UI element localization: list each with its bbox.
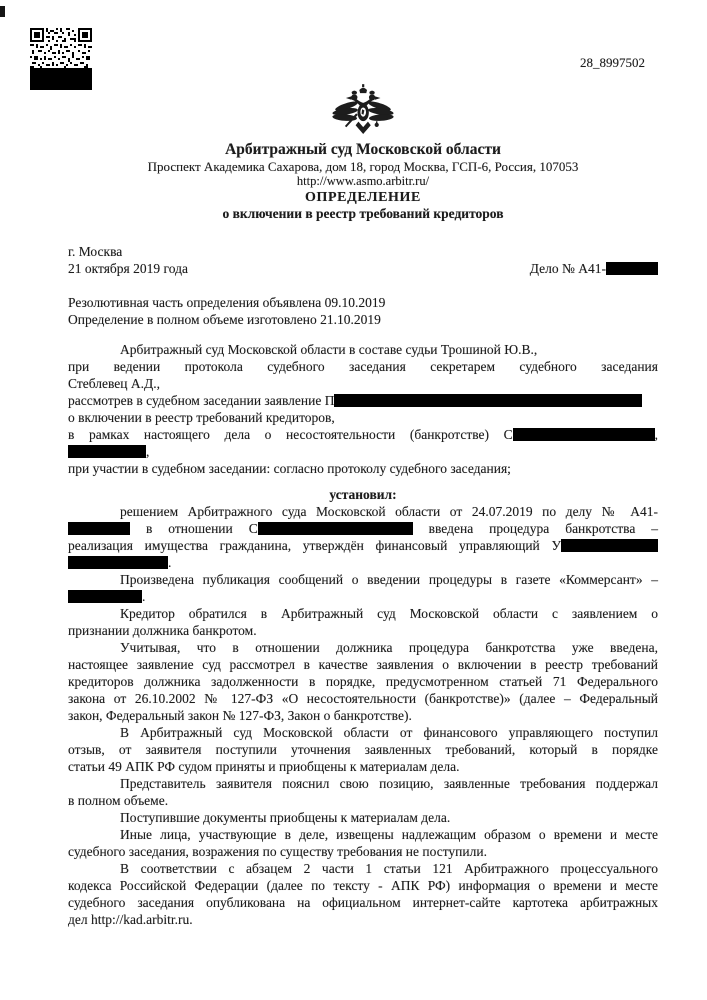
document-line bbox=[68, 826, 658, 843]
document-line bbox=[68, 622, 658, 639]
document-line bbox=[68, 877, 658, 894]
date-case-row bbox=[68, 260, 658, 277]
qr-code-icon bbox=[30, 28, 92, 90]
document-line bbox=[68, 707, 658, 724]
text-segment: при ведении протокола судебного заседания секретарем судебного заседания bbox=[68, 359, 658, 374]
resolution-announced-line: Резолютивная часть определения объявлена 09.10.2019 bbox=[68, 295, 386, 310]
document-line bbox=[68, 775, 658, 792]
case-number-redaction-bar bbox=[606, 262, 658, 275]
text-segment: Произведена публикация сообщений о введении процедуры в газете «Коммерсант» – bbox=[120, 572, 658, 587]
text-segment: кодекса Российской Федерации (далее по тексту - АПК РФ) информация о времени и месте bbox=[68, 878, 658, 893]
document-line bbox=[68, 656, 658, 673]
document-line bbox=[68, 843, 658, 860]
text-segment: в рамках настоящего дела о несостоятельности (банкротстве) С bbox=[68, 427, 513, 442]
court-name: Арбитражный суд Московской области bbox=[225, 141, 501, 158]
case-number-prefix: Дело № А41- bbox=[529, 261, 606, 276]
redaction-bar bbox=[561, 539, 658, 552]
document-body bbox=[68, 341, 658, 928]
redaction-bar bbox=[334, 394, 642, 407]
document-subtitle: о включении в реестр требований кредиторов bbox=[222, 206, 504, 221]
text-segment: реализация имущества гражданина, утверждён финансовый управляющий У bbox=[68, 538, 561, 553]
text-segment: Иные лица, участвующие в деле, извещены надлежащим образом о времени и месте bbox=[120, 827, 658, 842]
text-segment: введена процедура банкротства – bbox=[412, 521, 658, 536]
document-line bbox=[68, 520, 658, 537]
document-line bbox=[68, 741, 658, 758]
redaction-bar bbox=[68, 522, 130, 535]
document-line bbox=[68, 409, 658, 426]
text-segment: . bbox=[142, 589, 146, 604]
coat-of-arms-icon bbox=[331, 84, 395, 141]
text-segment: рассмотрев в судебном заседании заявление П bbox=[68, 393, 335, 408]
text-segment: судебного заседания, возражения по существу требования не поступили. bbox=[68, 844, 487, 859]
document-line bbox=[68, 724, 658, 741]
document-line bbox=[68, 375, 658, 392]
document-line bbox=[68, 758, 658, 775]
scan-artifact-mark bbox=[0, 6, 5, 17]
document-line bbox=[68, 392, 658, 409]
spacer bbox=[68, 277, 658, 294]
text-segment: настоящее заявление суд рассмотрел в качестве заявления о включении в реестр требований bbox=[68, 657, 658, 672]
court-website: http://www.asmo.arbitr.ru/ bbox=[296, 174, 430, 188]
text-segment: признании должника банкротом. bbox=[68, 623, 257, 638]
text-segment: В Арбитражный суд Московской области от финансового управляющего поступил bbox=[120, 725, 658, 740]
text-segment: отзыв, от заявителя поступили уточнения заявленных требований, который в порядке bbox=[68, 742, 658, 757]
city-line: г. Москва bbox=[68, 244, 123, 259]
redaction-bar bbox=[68, 445, 146, 458]
text-segment: , bbox=[654, 427, 658, 442]
document-line bbox=[68, 809, 658, 826]
document-line bbox=[68, 443, 658, 460]
document-line bbox=[68, 537, 658, 554]
ustanovil-heading: установил: bbox=[329, 487, 397, 502]
document-line bbox=[68, 894, 658, 911]
text-segment: Арбитражный суд Московской области в составе судьи Трошиной Ю.В., bbox=[120, 342, 538, 357]
document-line bbox=[68, 426, 658, 443]
document-line bbox=[68, 571, 658, 588]
text-segment: закон, Федеральный закон № 127-ФЗ, Закон о банкротстве). bbox=[68, 708, 412, 723]
text-segment: кредиторов должника задолженности в порядке, предусмотренном статьей 71 Федерального bbox=[68, 674, 658, 689]
text-segment: Стеблевец А.Д., bbox=[68, 376, 160, 391]
text-segment: в отношении С bbox=[130, 521, 258, 536]
text-segment: решением Арбитражного суда Московской области от 24.07.2019 по делу № А41- bbox=[120, 504, 658, 519]
redaction-bar bbox=[513, 428, 655, 441]
text-segment: Поступившие документы приобщены к материалам дела. bbox=[120, 810, 451, 825]
document-meta bbox=[68, 243, 658, 328]
text-segment: В соответствии с абзацем 2 части 1 статьи 121 Арбитражного процессуального bbox=[120, 861, 658, 876]
text-segment: Представитель заявителя пояснил свою позицию, заявленные требования поддержал bbox=[120, 776, 658, 791]
document-type-title: ОПРЕДЕЛЕНИЕ bbox=[305, 190, 421, 205]
document-number: 28_8997502 bbox=[580, 55, 645, 70]
document-line bbox=[68, 690, 658, 707]
date-line: 21 октября 2019 года bbox=[68, 261, 188, 276]
document-line bbox=[68, 554, 658, 571]
document-line bbox=[68, 911, 658, 928]
text-segment: закона от 26.10.2002 № 127-ФЗ «О несостоятельности (банкротстве)» (далее – Федеральный bbox=[68, 691, 658, 706]
text-segment: статьи 49 АПК РФ судом приняты и приобщены к материалам дела. bbox=[68, 759, 460, 774]
document-header bbox=[68, 84, 658, 222]
text-segment: , bbox=[146, 444, 150, 459]
document-line bbox=[68, 503, 658, 520]
text-segment: в полном объеме. bbox=[68, 793, 169, 808]
document-line bbox=[68, 860, 658, 877]
resolution-full-line: Определение в полном объеме изготовлено 21.10.2019 bbox=[68, 312, 381, 327]
text-segment: Кредитор обратился в Арбитражный суд Московской области с заявлением о bbox=[120, 606, 658, 621]
text-segment: при участии в судебном заседании: согласно протоколу судебного заседания; bbox=[68, 461, 511, 476]
text-segment: . bbox=[168, 555, 172, 570]
body-lines-after-heading bbox=[68, 503, 658, 928]
document-line bbox=[68, 792, 658, 809]
document-line bbox=[68, 605, 658, 622]
document-line bbox=[68, 358, 658, 375]
document-line bbox=[68, 341, 658, 358]
document-line bbox=[68, 673, 658, 690]
text-segment: Учитывая, что в отношении должника процедура банкротства уже введена, bbox=[120, 640, 658, 655]
document-line bbox=[68, 639, 658, 656]
case-number-group bbox=[530, 260, 658, 277]
redaction-bar bbox=[68, 556, 168, 569]
document-line bbox=[68, 588, 658, 605]
text-segment: о включении в реестр требований кредиторов, bbox=[68, 410, 335, 425]
text-segment: дел http://kad.arbitr.ru. bbox=[68, 912, 193, 927]
document-line bbox=[68, 460, 658, 477]
redaction-bar bbox=[68, 590, 142, 603]
body-lines-before-heading bbox=[68, 341, 658, 477]
redaction-bar bbox=[258, 522, 413, 535]
court-address: Проспект Академика Сахарова, дом 18, город Москва, ГСП-6, Россия, 107053 bbox=[147, 159, 579, 174]
text-segment: судебного заседания опубликована на официальном интернет-сайте картотека арбитражных bbox=[68, 895, 658, 910]
